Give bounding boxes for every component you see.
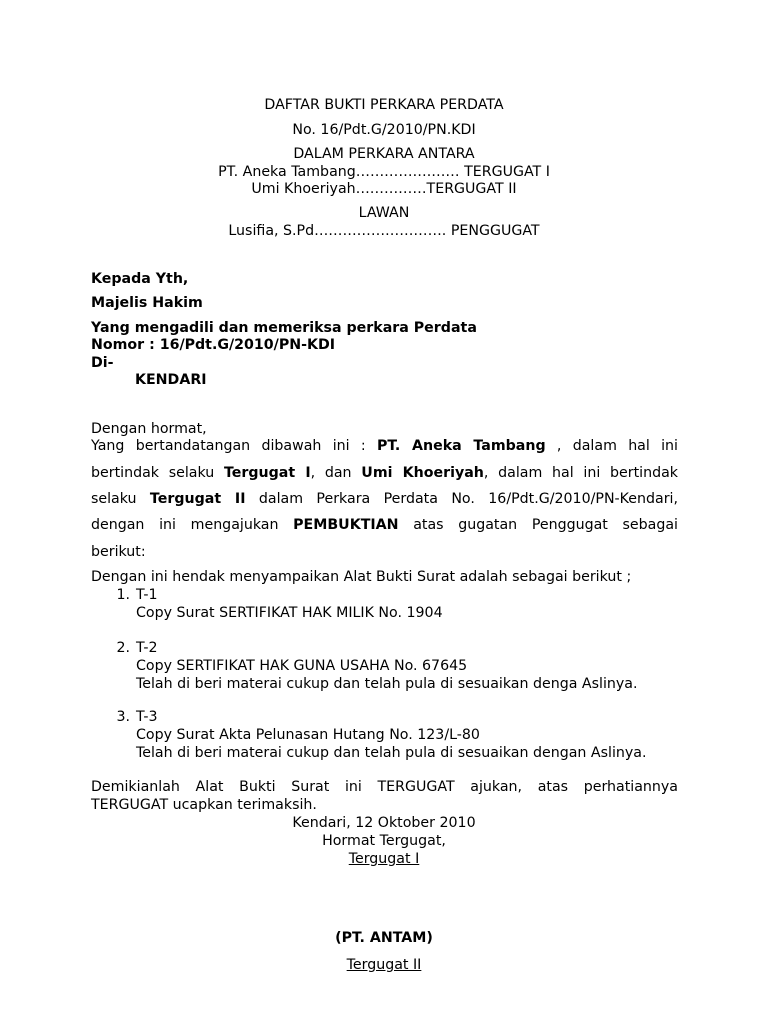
text-run: dalam Perkara Perdata No. 16/Pdt.G/2010/PN-Kendari, [245,491,678,507]
paragraph-line-3 [91,490,678,508]
evidence-item-3 [108,708,158,726]
evidence-code: T-3 [136,709,158,725]
between-label: DALAM PERKARA ANTARA [293,146,475,162]
signer-1-name: (PT. ANTAM) [335,930,433,946]
place-date: Kendari, 12 Oktober 2010 [292,815,476,831]
paragraph-line-4 [91,516,678,534]
evidence-item-1 [108,586,158,604]
defendant-1-label: Tergugat I [223,465,311,481]
paragraph-line-2 [91,464,678,482]
evidence-item-1-description: Copy Surat SERTIFIKAT HAK MILIK No. 1904 [136,605,443,621]
defendant-2-line: Umi Khoeriyah……………TERGUGAT II [251,181,517,197]
addressee-at: Di- [91,355,114,371]
paragraph-line-5: berikut: [91,544,146,560]
addressee-salutation: Kepada Yth, [91,271,189,287]
list-number: 3. [116,709,130,725]
defendant-2-name: Umi Khoeriyah [361,465,484,481]
evidence-item-2-description: Copy SERTIFIKAT HAK GUNA USAHA No. 67645 [136,658,468,674]
case-number: No. 16/Pdt.G/2010/PN.KDI [292,122,476,138]
greeting: Dengan hormat, [91,421,207,437]
addressee-court: Majelis Hakim [91,295,203,311]
text-run: selaku [91,491,150,507]
text-run: bertindak selaku [91,465,224,481]
text-run: , dalam hal ini [545,438,678,454]
text-run: Yang bertandatangan dibawah ini : [91,438,377,454]
evidence-item-2-note: Telah di beri materai cukup dan telah pula di sesuaikan denga Aslinya. [136,676,638,692]
text-run: , dalam hal ini bertindak [483,465,678,481]
evidence-intro: Dengan ini hendak menyampaikan Alat Bukti Surat adalah sebagai berikut ; [91,569,632,585]
signer-1-role-text: Tergugat I [348,851,420,867]
defendant-2-label: Tergugat II [149,491,246,507]
paragraph-line-1 [91,437,678,455]
signer-2-role-text: Tergugat II [346,957,422,973]
document-title: DAFTAR BUKTI PERKARA PERDATA [264,97,504,113]
defendant-1-name: PT. Aneka Tambang [376,438,546,454]
text-run: dengan ini mengajukan [91,517,294,533]
closing-line-1: Demikianlah Alat Bukti Surat ini TERGUGAT ajukan, atas perhatiannya [91,779,678,795]
regards: Hormat Tergugat, [322,833,446,849]
versus-label: LAWAN [358,205,410,221]
closing-line-2: TERGUGAT ucapkan terimaksih. [91,797,317,813]
defendant-1-line: PT. Aneka Tambang…………….…… TERGUGAT I [218,164,550,180]
addressee-city: KENDARI [135,372,207,388]
evidence-keyword: PEMBUKTIAN [293,517,399,533]
list-number: 1. [116,587,130,603]
evidence-item-3-description: Copy Surat Akta Pelunasan Hutang No. 123/L-80 [136,727,480,743]
evidence-code: T-1 [136,587,158,603]
evidence-item-3-note: Telah di beri materai cukup dan telah pula di sesuaikan dengan Aslinya. [136,745,647,761]
evidence-code: T-2 [136,640,158,656]
addressee-role: Yang mengadili dan memeriksa perkara Perdata [91,320,477,336]
plaintiff-line: Lusifia, S.Pd………………………. PENGGUGAT [228,223,540,239]
signer-1-role [0,850,768,868]
text-run: , dan [310,465,362,481]
text-run: atas gugatan Penggugat sebagai [398,517,679,533]
evidence-item-2 [108,639,158,657]
signer-2-role [0,956,768,974]
addressee-number: Nomor : 16/Pdt.G/2010/PN-KDI [91,337,336,353]
list-number: 2. [116,640,130,656]
